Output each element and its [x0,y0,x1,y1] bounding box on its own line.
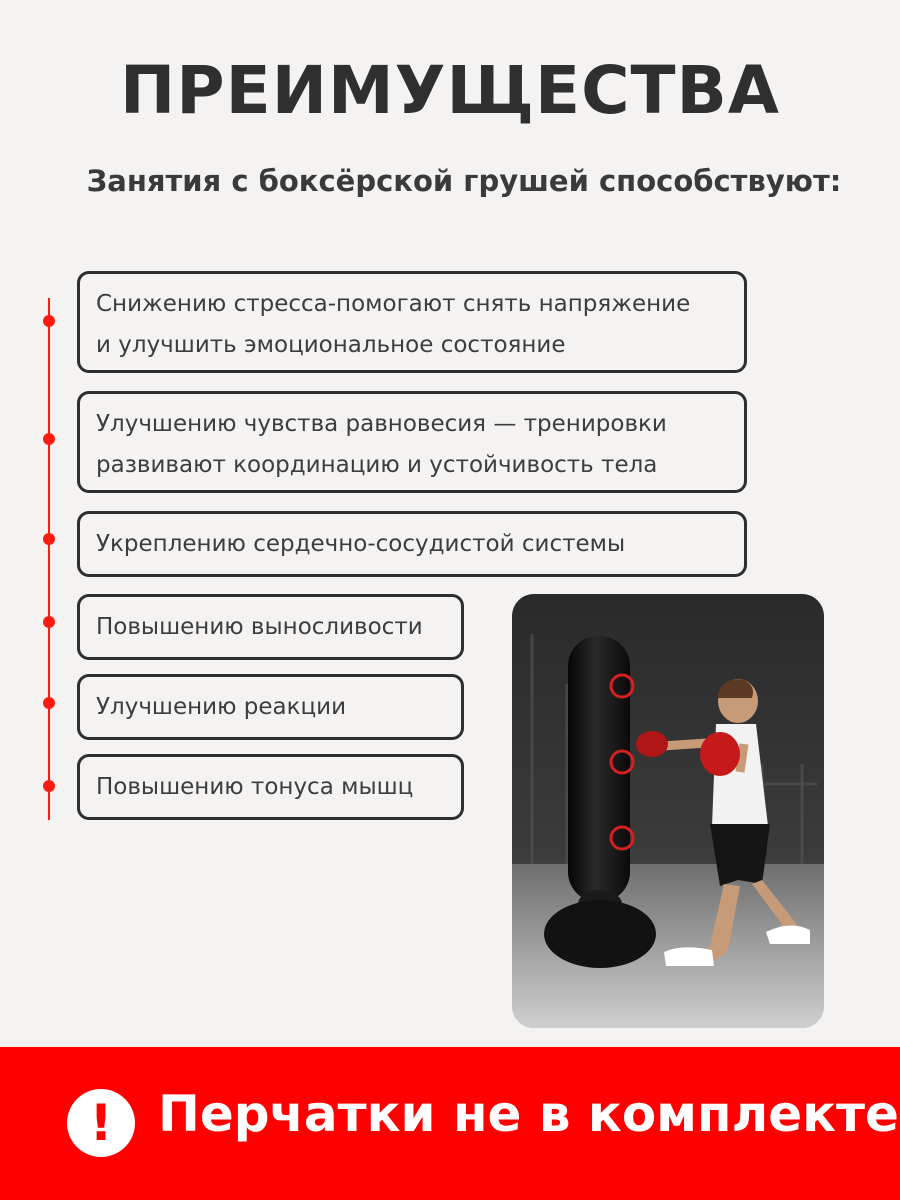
timeline-dot [43,616,55,628]
benefit-card-cardio [77,511,747,577]
notice-text: Перчатки не в комплекте [158,1085,899,1143]
benefit-card-stress [77,271,747,373]
timeline-dot [43,433,55,445]
timeline-dot [43,315,55,327]
page-title: ПРЕИМУЩЕСТВА [120,52,780,129]
benefit-card-balance [77,391,747,493]
timeline-dot [43,780,55,792]
benefit-card-reaction [77,674,464,740]
benefit-text-line: Улучшению реакции [96,694,347,720]
timeline-dot [43,697,55,709]
benefit-text-line: и улучшить эмоциональное состояние [96,332,566,358]
benefit-card-endurance [77,594,464,660]
benefit-text-line: Укреплению сердечно-сосудистой системы [96,531,626,557]
benefit-text-line: Повышению тонуса мышц [96,774,414,800]
benefit-text-line: Снижению стресса-помогают снять напряжение [96,291,691,317]
notice-banner [0,1047,900,1200]
product-photo [512,594,824,1028]
benefit-text-line: Повышению выносливости [96,614,423,640]
benefit-card-muscle-tone [77,754,464,820]
timeline-line [48,298,50,820]
benefit-text-line: развивают координацию и устойчивость тела [96,452,658,478]
benefit-text-line: Улучшению чувства равновесия — тренировки [96,411,667,437]
exclamation-icon: ! [67,1089,135,1157]
page-subtitle: Занятия с боксёрской грушей способствуют: [86,164,842,198]
timeline-dot [43,533,55,545]
